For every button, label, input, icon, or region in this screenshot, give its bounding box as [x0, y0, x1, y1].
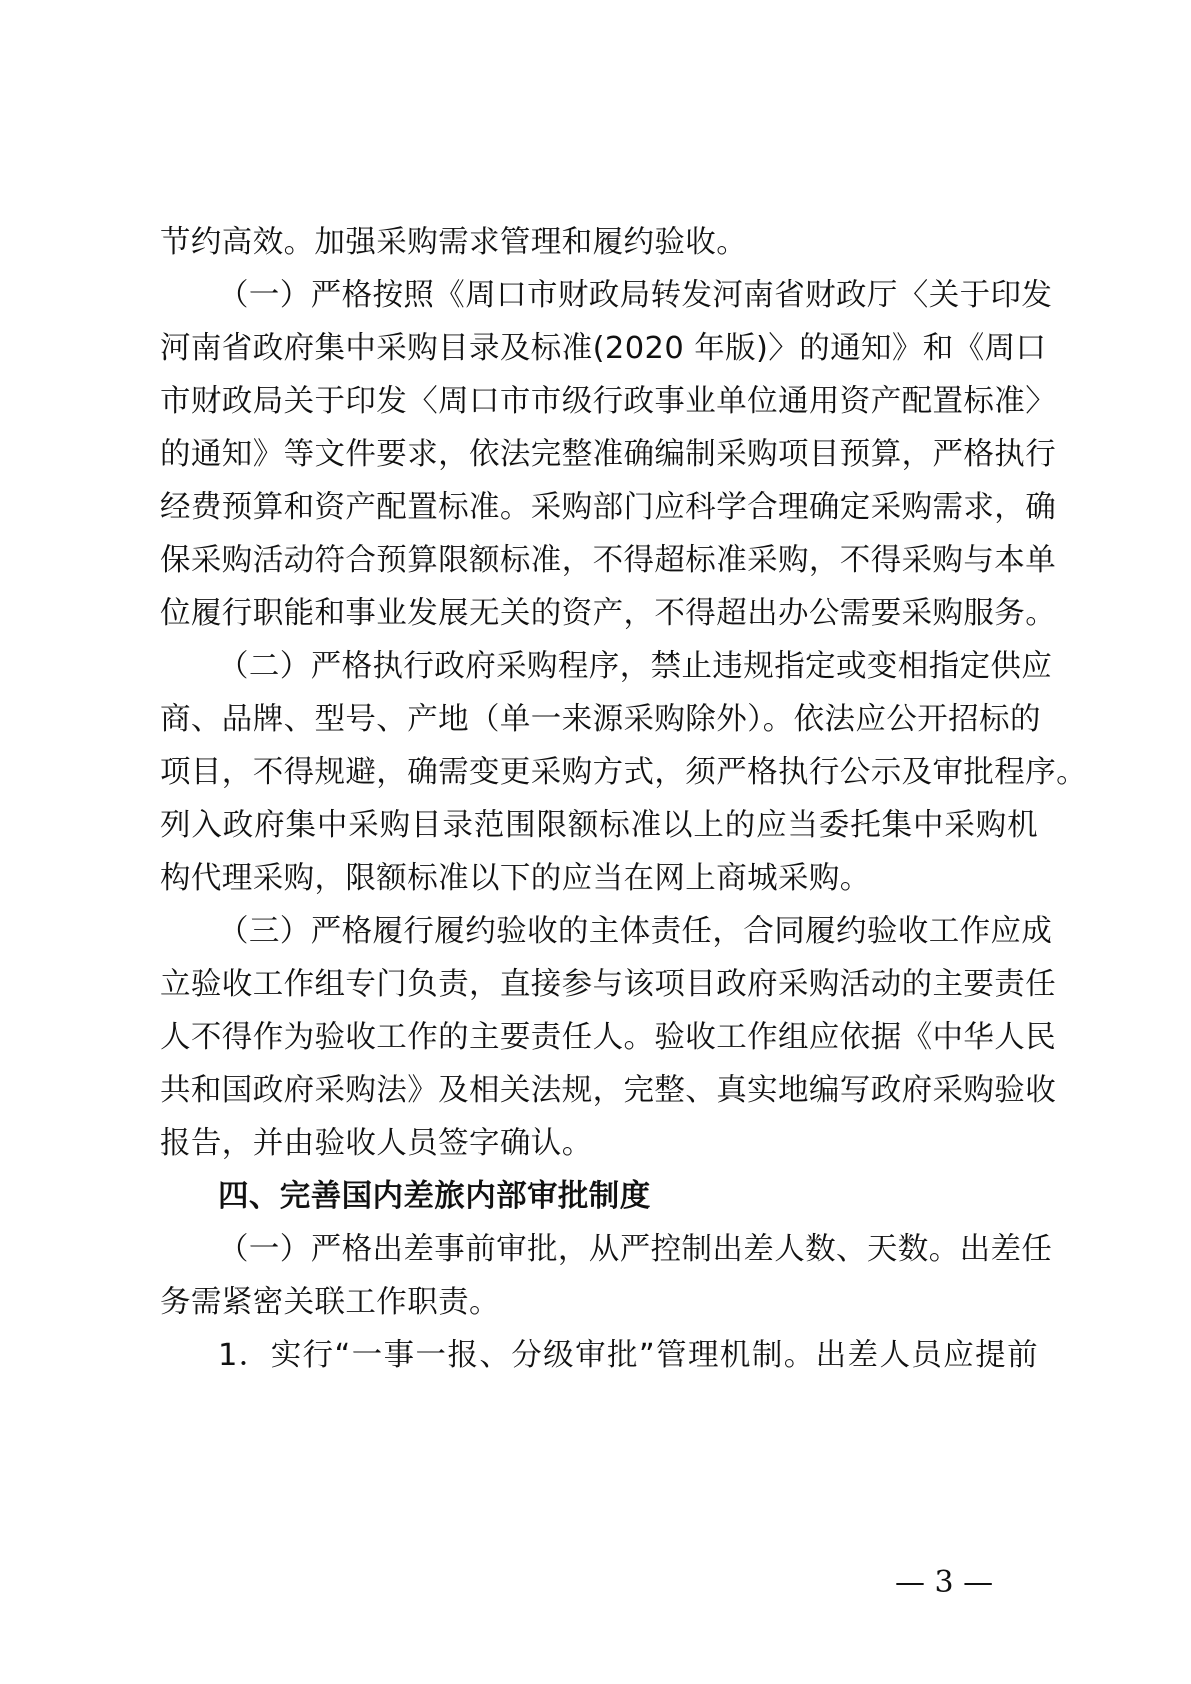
body-line: 河南省政府集中采购目录及标准(2020 年版)〉的通知》和《周口 [160, 331, 1047, 366]
body-line: 位履行职能和事业发展无关的资产，不得超出办公需要采购服务。 [160, 596, 1057, 631]
body-line: 商、品牌、型号、产地（单一来源采购除外）。依法应公开招标的 [160, 702, 1041, 737]
paragraph-first-line: （三）严格履行履约验收的主体责任，合同履约验收工作应成 [218, 914, 1053, 949]
body-line: 列入政府集中采购目录范围限额标准以上的应当委托集中采购机 [160, 808, 1038, 843]
body-line: 经费预算和资产配置标准。采购部门应科学合理确定采购需求，确 [160, 490, 1057, 525]
paragraph-first-line: （一）严格出差事前审批，从严控制出差人数、天数。出差任 [218, 1232, 1053, 1267]
paragraph-first-line: （二）严格执行政府采购程序，禁止违规指定或变相指定供应 [218, 649, 1053, 684]
body-line: 的通知》等文件要求，依法完整准确编制采购项目预算，严格执行 [160, 437, 1057, 472]
body-line: 项目，不得规避，确需变更采购方式，须严格执行公示及审批程序。 [160, 755, 1087, 790]
body-line: 共和国政府采购法》及相关法规，完整、真实地编写政府采购验收 [160, 1073, 1057, 1108]
body-line: 人不得作为验收工作的主要责任人。验收工作组应依据《中华人民 [160, 1020, 1057, 1055]
body-line: 报告，并由验收人员签字确认。 [160, 1126, 593, 1161]
body-line: 立验收工作组专门负责，直接参与该项目政府采购活动的主要责任 [160, 967, 1057, 1002]
body-line: 节约高效。加强采购需求管理和履约验收。 [160, 225, 748, 260]
body-line: 务需紧密关联工作职责。 [160, 1285, 500, 1320]
paragraph-first-line: 1．实行“一事一报、分级审批”管理机制。出差人员应提前 [218, 1338, 1038, 1373]
paragraph-first-line: （一）严格按照《周口市财政局转发河南省财政厅〈关于印发 [218, 278, 1053, 313]
body-line: 保采购活动符合预算限额标准，不得超标准采购，不得采购与本单 [160, 543, 1057, 578]
section-heading: 四、完善国内差旅内部审批制度 [218, 1179, 651, 1214]
body-line: 市财政局关于印发〈周口市市级行政事业单位通用资产配置标准〉 [160, 384, 1057, 419]
body-line: 构代理采购，限额标准以下的应当在网上商城采购。 [160, 861, 871, 896]
page-number: — 3 — [895, 1565, 994, 1600]
